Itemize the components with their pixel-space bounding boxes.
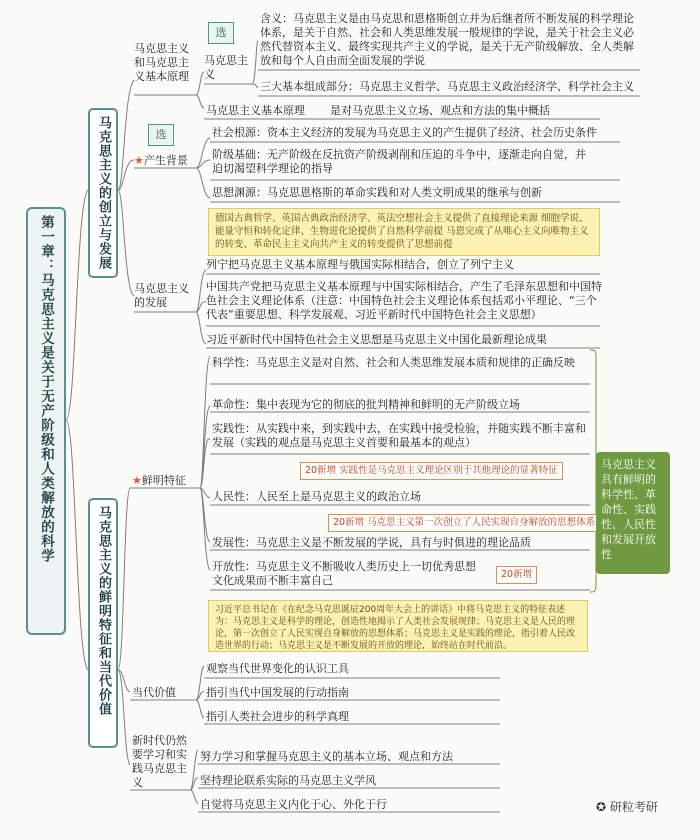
chapter-title: 第一章：马克思主义是关于无产阶级和人类解放的科学	[38, 215, 54, 563]
features-title-text: 鲜明特征	[141, 474, 186, 487]
features-title	[132, 474, 202, 488]
learn-title: 新时代仍然要学习和实践马克思主义	[132, 734, 187, 789]
feature-people: 人民性：人民至上是马克思主义的政治立场	[212, 490, 421, 503]
select-tag-2: 选	[148, 124, 174, 146]
brand-name: 研粒考研	[609, 800, 658, 814]
select-tag: 选	[208, 22, 234, 44]
chapter-box	[26, 207, 66, 635]
open-note: 20新增	[496, 566, 537, 584]
background-social: 社会根源：资本主义经济的发展为马克思主义的产生提供了经济、社会历史条件	[212, 126, 597, 139]
feature-science: 科学性：马克思主义是对自然、社会和人类思维发展本质和规律的正确反映	[212, 356, 575, 369]
section1-box	[88, 108, 118, 278]
brand	[596, 798, 658, 815]
background-class: 阶级基础：无产阶级在反抗资产阶级剥削和压迫的斗争中，逐渐走向自觉，并迫切渴望科学理论的指导	[212, 148, 586, 175]
principle-label: 马克思主义基本原理	[206, 104, 305, 117]
practice-note: 20新增 实践性是马克思主义理论区别于其他理论的显著特征	[300, 462, 563, 480]
feature-open: 开放性：马克思主义不断吸收人类历史上一切优秀思想文化成果而不断丰富自己	[212, 560, 476, 587]
star-icon-2: ★	[132, 474, 142, 487]
makesi-meaning: 含义：马克思主义是由马克思和恩格斯创立并为后继者所不断发展的科学理论体系，是关于自然、社会和人类思维发展一般规律的学说，是关于社会主义必然代替资本主义、最终实现共产主义的学说，是关于无产阶级解放、全人类解放和每个人自由而全面发展的学说	[260, 12, 634, 67]
learn-item3: 自觉将马克思主义内化于心、外化于行	[200, 798, 387, 811]
xi-note: 习近平总书记在《在纪念马克思诞辰200周年大会上的讲话》中将马克思主义的特征表述为：马克思主义是科学的理论，创造性地揭示了人类社会发展规律；马克思主义是人民的理论，第一次创立了人民实现自身解放的思想体系；马克思主义是实践的理论，指引着人民改造世界的行动；马克思主义是不断发展的开放的理论，始终站在时代前沿。	[208, 600, 588, 652]
people-note: 20新增 马克思主义第一次创立了人民实现自身解放的思想体系	[328, 514, 600, 532]
background-title	[134, 154, 198, 168]
makesi-label: 马克思主义	[204, 54, 248, 81]
development-lenin: 列宁把马克思主义基本原理与俄国实际相结合，创立了列宁主义	[206, 258, 514, 271]
section2-box	[88, 498, 118, 748]
value-item3: 指引人类社会进步的科学真理	[206, 710, 349, 723]
section1-title: 马克思主义的创立与发展	[96, 116, 111, 270]
feature-develop: 发展性：马克思主义是不断发展的学说，具有与时俱进的理论品质	[212, 536, 531, 549]
value-item2: 指引当代中国发展的行动指南	[206, 686, 349, 699]
section2-title: 马克思主义的鲜明特征和当代价值	[96, 506, 111, 716]
learn-item2: 坚持理论联系实际的马克思主义学风	[200, 774, 376, 787]
feature-revolution: 革命性：集中表现为它的彻底的批判精神和鲜明的无产阶级立场	[212, 398, 520, 411]
development-title: 马克思主义的发展	[134, 282, 189, 309]
basic-title: 马克思主义和马克思主义基本原理	[134, 42, 189, 83]
learn-item1: 努力学习和掌握马克思主义的基本立场、观点和方法	[200, 750, 453, 763]
background-note: 德国古典哲学、英国古典政治经济学、英法空想社会主义提供了直接理论来源 细胞学说、能量守恒和转化定律、生物进化论提供了自然科学前提 马恩完成了从唯心主义向唯物主义的转变、革命民主主义向共产主义的转变提供了思想前提	[208, 208, 600, 256]
value-item1: 观察当代世界变化的认识工具	[206, 662, 349, 675]
features-summary: 马克思主义具有鲜明的科学性、革命性、实践性、人民性和发展开放性	[596, 452, 670, 574]
development-xi: 习近平新时代中国特色社会主义思想是马克思主义中国化最新理论成果	[206, 333, 547, 346]
feature-practice: 实践性：从实践中来，到实践中去，在实践中接受检验，并随实践不断丰富和发展（实践的观点是马克思主义首要和最基本的观点）	[212, 422, 586, 449]
star-icon: ★	[134, 154, 144, 167]
background-thought: 思想渊源：马克思恩格斯的革命实践和对人类文明成果的继承与创新	[212, 186, 542, 199]
development-china: 中国共产党把马克思主义基本原理与中国实际相结合，产生了毛泽东思想和中国特色社会主义理论体系（注意：中国特色社会主义理论体系包括邓小平理论、“三个代表”重要思想、科学发展观、习近平新时代中国特色社会主义思想）	[206, 280, 602, 321]
value-title: 当代价值	[132, 686, 176, 699]
background-title-text: 产生背景	[143, 154, 188, 167]
makesi-components: 三大基本组成部分：马克思主义哲学、马克思主义政治经济学、科学社会主义	[260, 80, 634, 93]
principle-text: 是对马克思主义立场、观点和方法的集中概括	[330, 104, 550, 117]
wechat-icon: ✪	[596, 800, 607, 814]
